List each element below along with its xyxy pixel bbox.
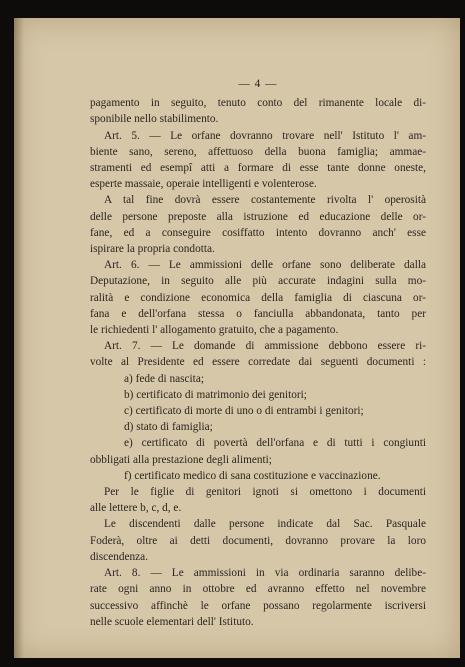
list-item: f) certificato medico di sana costituzione e vaccinazione. (124, 469, 381, 482)
text-line: Deputazione, in seguito alle più accurate indagini sulla mo- (90, 275, 426, 288)
text-line: Art. 7. — Le domande di ammissione debbono essere ri- (104, 340, 426, 353)
text-line: Per le figlie di genitori ignoti si omettono i documenti (104, 486, 426, 499)
text-line: A tal fine dovrà essere costantemente rivolta l' operosità (104, 194, 426, 207)
book-page (14, 18, 460, 658)
list-item: e) certificato di povertà dell'orfana e di tutti i congiunti (124, 437, 426, 450)
text-line: Foderà, oltre ai detti documenti, dovranno provare la loro (90, 534, 426, 547)
page-text (90, 76, 426, 630)
text-line: Art. 5. — Le orfane dovranno trovare nell' Istituto l' am- (104, 129, 426, 142)
text-line: discendenza. (90, 550, 149, 563)
list-item: c) certificato di morte di uno o di entrambi i genitori; (124, 405, 364, 418)
text-line: pagamento in seguito, tenuto conto del rimanente locale di- (90, 97, 426, 110)
text-line: fane, ed a conseguire cosiffatto intento dovranno anch' esse (90, 226, 426, 239)
page-number: — 4 — (238, 78, 278, 90)
text-line: alle lettere b, c, d, e. (90, 502, 182, 515)
text-line: volte al Presidente ed essere corredate dai seguenti documenti : (90, 356, 426, 369)
page-binding-shadow (14, 18, 24, 658)
text-line: stramenti ed esempî atti a formare di esse tante donne oneste, (90, 162, 426, 175)
text-line: Le discendenti dalle persone indicate dal Sac. Pasquale (104, 518, 426, 531)
text-line: fana e dell'orfana stessa o fanciulla abbandonata, tanto per (90, 307, 426, 320)
text-line: ralità e condizione economica della famiglia di ciascuna or- (90, 291, 426, 304)
text-line: rate ogni anno in ottobre ed avranno effetto nel novembre (90, 583, 426, 596)
list-item: a) fede di nascita; (124, 372, 204, 385)
text-line: delle persone preposte alla istruzione ed educazione delle or- (90, 210, 426, 223)
text-line: nelle scuole elementari dell' Istituto. (90, 615, 254, 628)
text-line: obbligati alla prestazione degli alimenti; (90, 453, 272, 466)
text-line: ispirare la propria condotta. (90, 243, 215, 256)
list-item: d) stato di famiglia; (124, 421, 213, 434)
text-line: Art. 8. — Le ammissioni in via ordinaria saranno delibe- (104, 567, 426, 580)
list-item: b) certificato di matrimonio dei genitori; (124, 388, 307, 401)
text-line: sponibile nello stabilimento. (90, 113, 219, 126)
text-line: successivo affinchè le orfane possano regolarmente iscriversi (90, 599, 426, 612)
text-line: biente sano, sereno, affettuoso della buona famiglia; ammae- (90, 145, 426, 158)
text-line: Art. 6. — Le ammissioni delle orfane sono deliberate dalla (104, 259, 426, 272)
text-line: esperte massaie, operaie intelligenti e volenterose. (90, 178, 317, 191)
text-line: le richiedenti l' allogamento gratuito, che a pagamento. (90, 324, 339, 337)
